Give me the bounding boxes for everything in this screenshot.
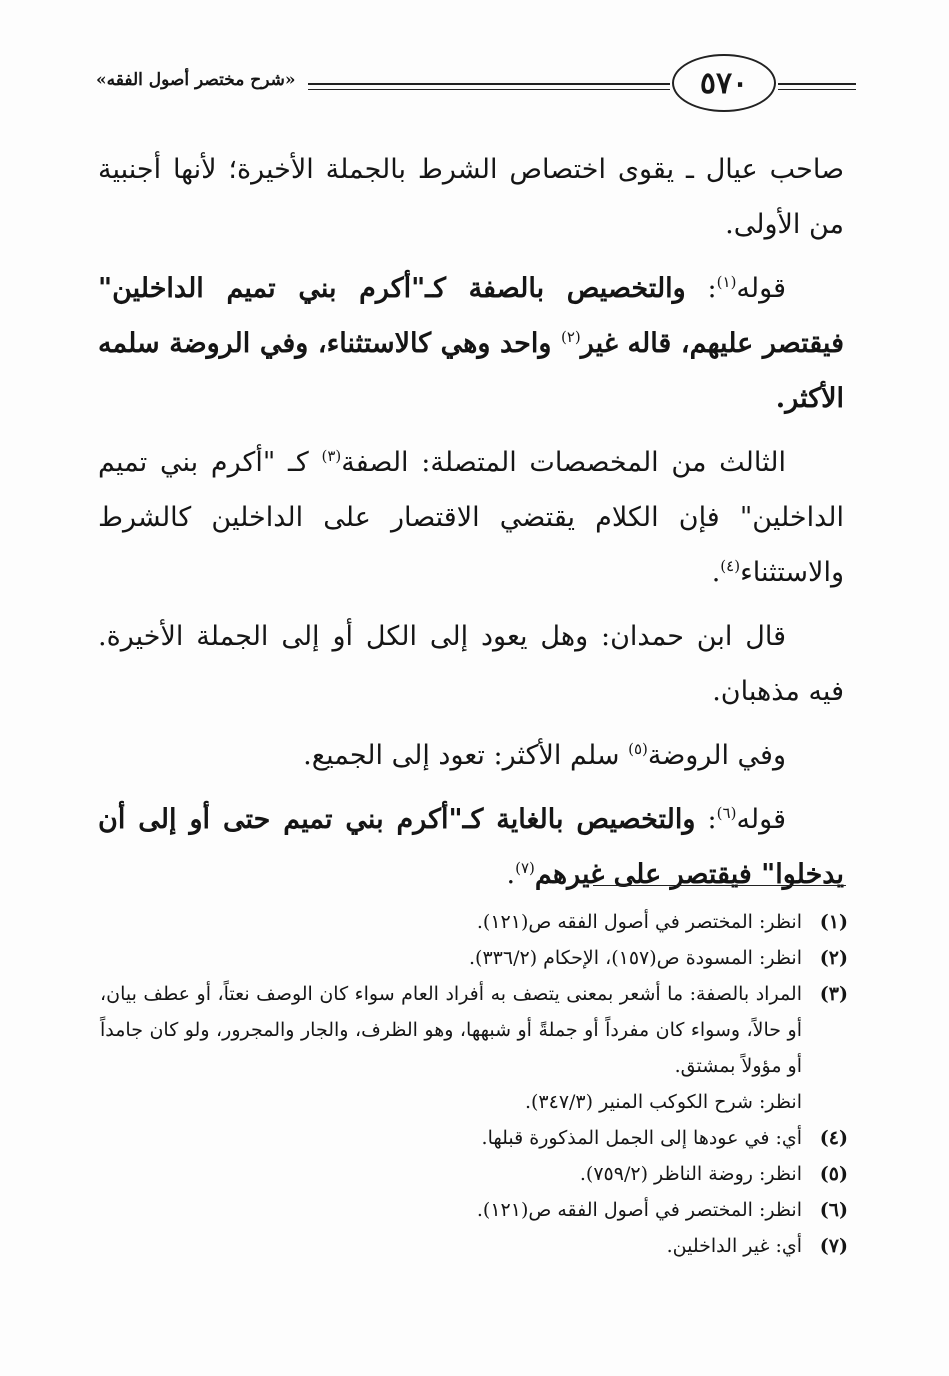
header-rule (778, 83, 856, 85)
page-number: ٥٧٠ (672, 54, 776, 112)
commentary-text: صاحب عيال ـ يقوى اختصاص الشرط بالجملة الأخيرة؛ لأنها أجنبية من الأولى. (98, 154, 844, 240)
footnote-item (100, 1192, 848, 1228)
footnote-text: انظر: المسودة ص(١٥٧)، الإحكام (٣٣٦/٢). (469, 947, 802, 969)
commentary-text: كـ "أكرم بني تميم الداخلين" فإن الكلام يقتضي الاقتصار على الداخلين كالشرط والاستثناء (98, 447, 844, 588)
quoted-matn-text: والتخصيص بالغاية كـ"أكرم بني تميم حتى أو إلى أن يدخلوا" فيقتصر على غيرهم (98, 804, 844, 890)
footnote-item (100, 976, 848, 1120)
commentary-text: الثالث من المخصصات المتصلة: الصفة (341, 447, 786, 478)
footnote-number: (٧) (819, 1235, 848, 1257)
footnote-text: أي: غير الداخلين. (666, 1235, 802, 1257)
commentary-text: قوله (736, 804, 786, 835)
commentary-text: . (506, 859, 516, 890)
header-rule (308, 89, 670, 90)
commentary-text: قوله (736, 273, 786, 304)
commentary-text: : (695, 804, 717, 835)
commentary-text: وفي الروضة (647, 740, 786, 771)
footnote-item (100, 940, 848, 976)
footnote-number: (٤) (819, 1127, 848, 1149)
commentary-text: سلم الأكثر: تعود إلى الجميع. (303, 740, 629, 771)
running-header-title: «شرح مختصر أصول الفقه» (96, 70, 296, 90)
footnote-text: انظر: روضة الناظر (٧٥٩/٢). (579, 1163, 802, 1185)
main-text (98, 142, 844, 911)
footnote-text: المراد بالصفة: ما أشعر بمعنى يتصف به أفراد العام سواء كان الوصف نعتاً، أو عطف بيان، أو حالاً، وسواء كان مفرداً أو جملةً أو شبهها، وهو الظرف، والجار والمجرور، ولو كان جامداً أو مؤولاً بمشتق. (100, 983, 802, 1077)
paragraph-4 (98, 609, 844, 719)
commentary-text: : (685, 273, 717, 304)
footnote-ref: (١) (716, 273, 737, 291)
footnote-number: (٢) (819, 947, 848, 969)
footnote-item (100, 1120, 848, 1156)
footnote-item (100, 1228, 848, 1264)
footnote-ref: (٢) (560, 328, 581, 346)
footnote-separator (593, 885, 846, 886)
paragraph-2 (98, 261, 844, 426)
footnote-ref: (٧) (515, 859, 535, 877)
footnote-ref: (٤) (720, 557, 741, 575)
paragraph-1 (98, 142, 844, 252)
quoted-matn-text: والتخصيص بالصفة كـ"أكرم بني تميم الداخلين" فيقتصر عليهم، قاله غير (98, 273, 844, 359)
footnote-ref: (٦) (716, 804, 737, 822)
footnote-ref: (٣) (321, 447, 342, 465)
commentary-text: قال ابن حمدان: وهل يعود إلى الكل أو إلى الجملة الأخيرة. فيه مذهبان. (98, 621, 844, 707)
paragraph-5 (98, 728, 844, 783)
header-rule (308, 83, 670, 85)
header-rule (778, 89, 856, 90)
quoted-matn-text: واحد وهي كالاستثناء، وفي الروضة سلمه الأكثر. (98, 328, 844, 414)
footnote-number: (١) (819, 911, 848, 933)
footnote-text: انظر: المختصر في أصول الفقه ص(١٢١). (476, 911, 802, 933)
footnote-ref: (٥) (628, 740, 648, 758)
paragraph-3 (98, 435, 844, 600)
footnote-item (100, 1156, 848, 1192)
footnotes (100, 904, 848, 1264)
footnote-text: أي: في عودها إلى الجمل المذكورة قبلها. (481, 1127, 802, 1149)
footnote-number: (٦) (819, 1199, 848, 1221)
footnote-text: انظر: شرح الكوكب المنير (٣٤٧/٣). (524, 1091, 802, 1113)
footnote-number: (٥) (819, 1163, 848, 1185)
footnote-number: (٣) (819, 983, 848, 1005)
footnote-item (100, 904, 848, 940)
commentary-text: . (711, 557, 721, 588)
footnote-text: انظر: المختصر في أصول الفقه ص(١٢١). (476, 1199, 802, 1221)
